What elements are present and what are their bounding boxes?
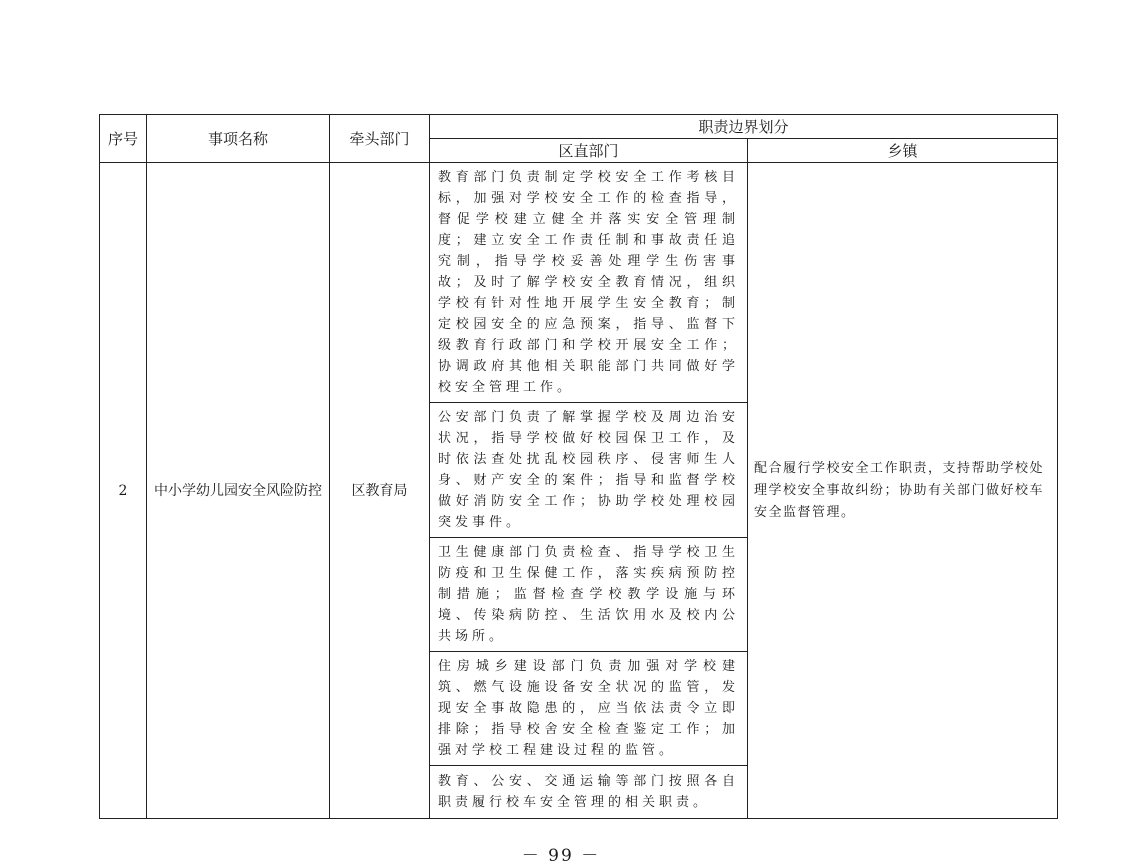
duty-school-bus: 教育、公安、交通运输等部门按照各自职责履行校车安全管理的相关职责。 [430, 766, 748, 819]
row-item-name: 中小学幼儿园安全风险防控 [147, 163, 330, 819]
header-responsibility: 职责边界划分 [430, 115, 1058, 139]
header-lead-dept: 牵头部门 [330, 115, 430, 163]
duty-housing: 住房城乡建设部门负责加强对学校建筑、燃气设施设备安全状况的监管，发现安全事故隐患的，应当依法责令立即排除；指导校舍安全检查鉴定工作；加强对学校工程建设过程的监管。 [430, 652, 748, 766]
township-duty: 配合履行学校安全工作职责，支持帮助学校处理学校安全事故纠纷；协助有关部门做好校车安全监督管理。 [748, 163, 1058, 819]
duty-public-security: 公安部门负责了解掌握学校及周边治安状况，指导学校做好校园保卫工作，及时依法查处扰乱校园秩序、侵害师生人身、财产安全的案件；指导和监督学校做好消防安全工作；协助学校处理校园突发事件。 [430, 403, 748, 538]
duty-health: 卫生健康部门负责检查、指导学校卫生防疫和卫生保健工作，落实疾病预防控制措施；监督检查学校教学设施与环境、传染病防控、生活饮用水及校内公共场所。 [430, 538, 748, 652]
duty-education: 教育部门负责制定学校安全工作考核目标，加强对学校安全工作的检查指导，督促学校建立健全并落实安全管理制度；建立安全工作责任制和事故责任追究制，指导学校妥善处理学生伤害事故；及时了解学校安全教育情况，组织学校有针对性地开展学生安全教育；制定校园安全的应急预案，指导、监督下级教育行政部门和学校开展安全工作；协调政府其他相关职能部门共同做好学校安全管理工作。 [430, 163, 748, 403]
row-lead-dept: 区教育局 [330, 163, 430, 819]
responsibility-table [99, 114, 1058, 819]
row-index: 2 [100, 163, 147, 819]
header-township: 乡镇 [748, 139, 1058, 163]
header-item-name: 事项名称 [147, 115, 330, 163]
header-district-dept: 区直部门 [430, 139, 748, 163]
table-row [100, 163, 1058, 403]
page-number: － 99 － [521, 846, 601, 866]
header-index: 序号 [100, 115, 147, 163]
header-row [100, 115, 1058, 139]
